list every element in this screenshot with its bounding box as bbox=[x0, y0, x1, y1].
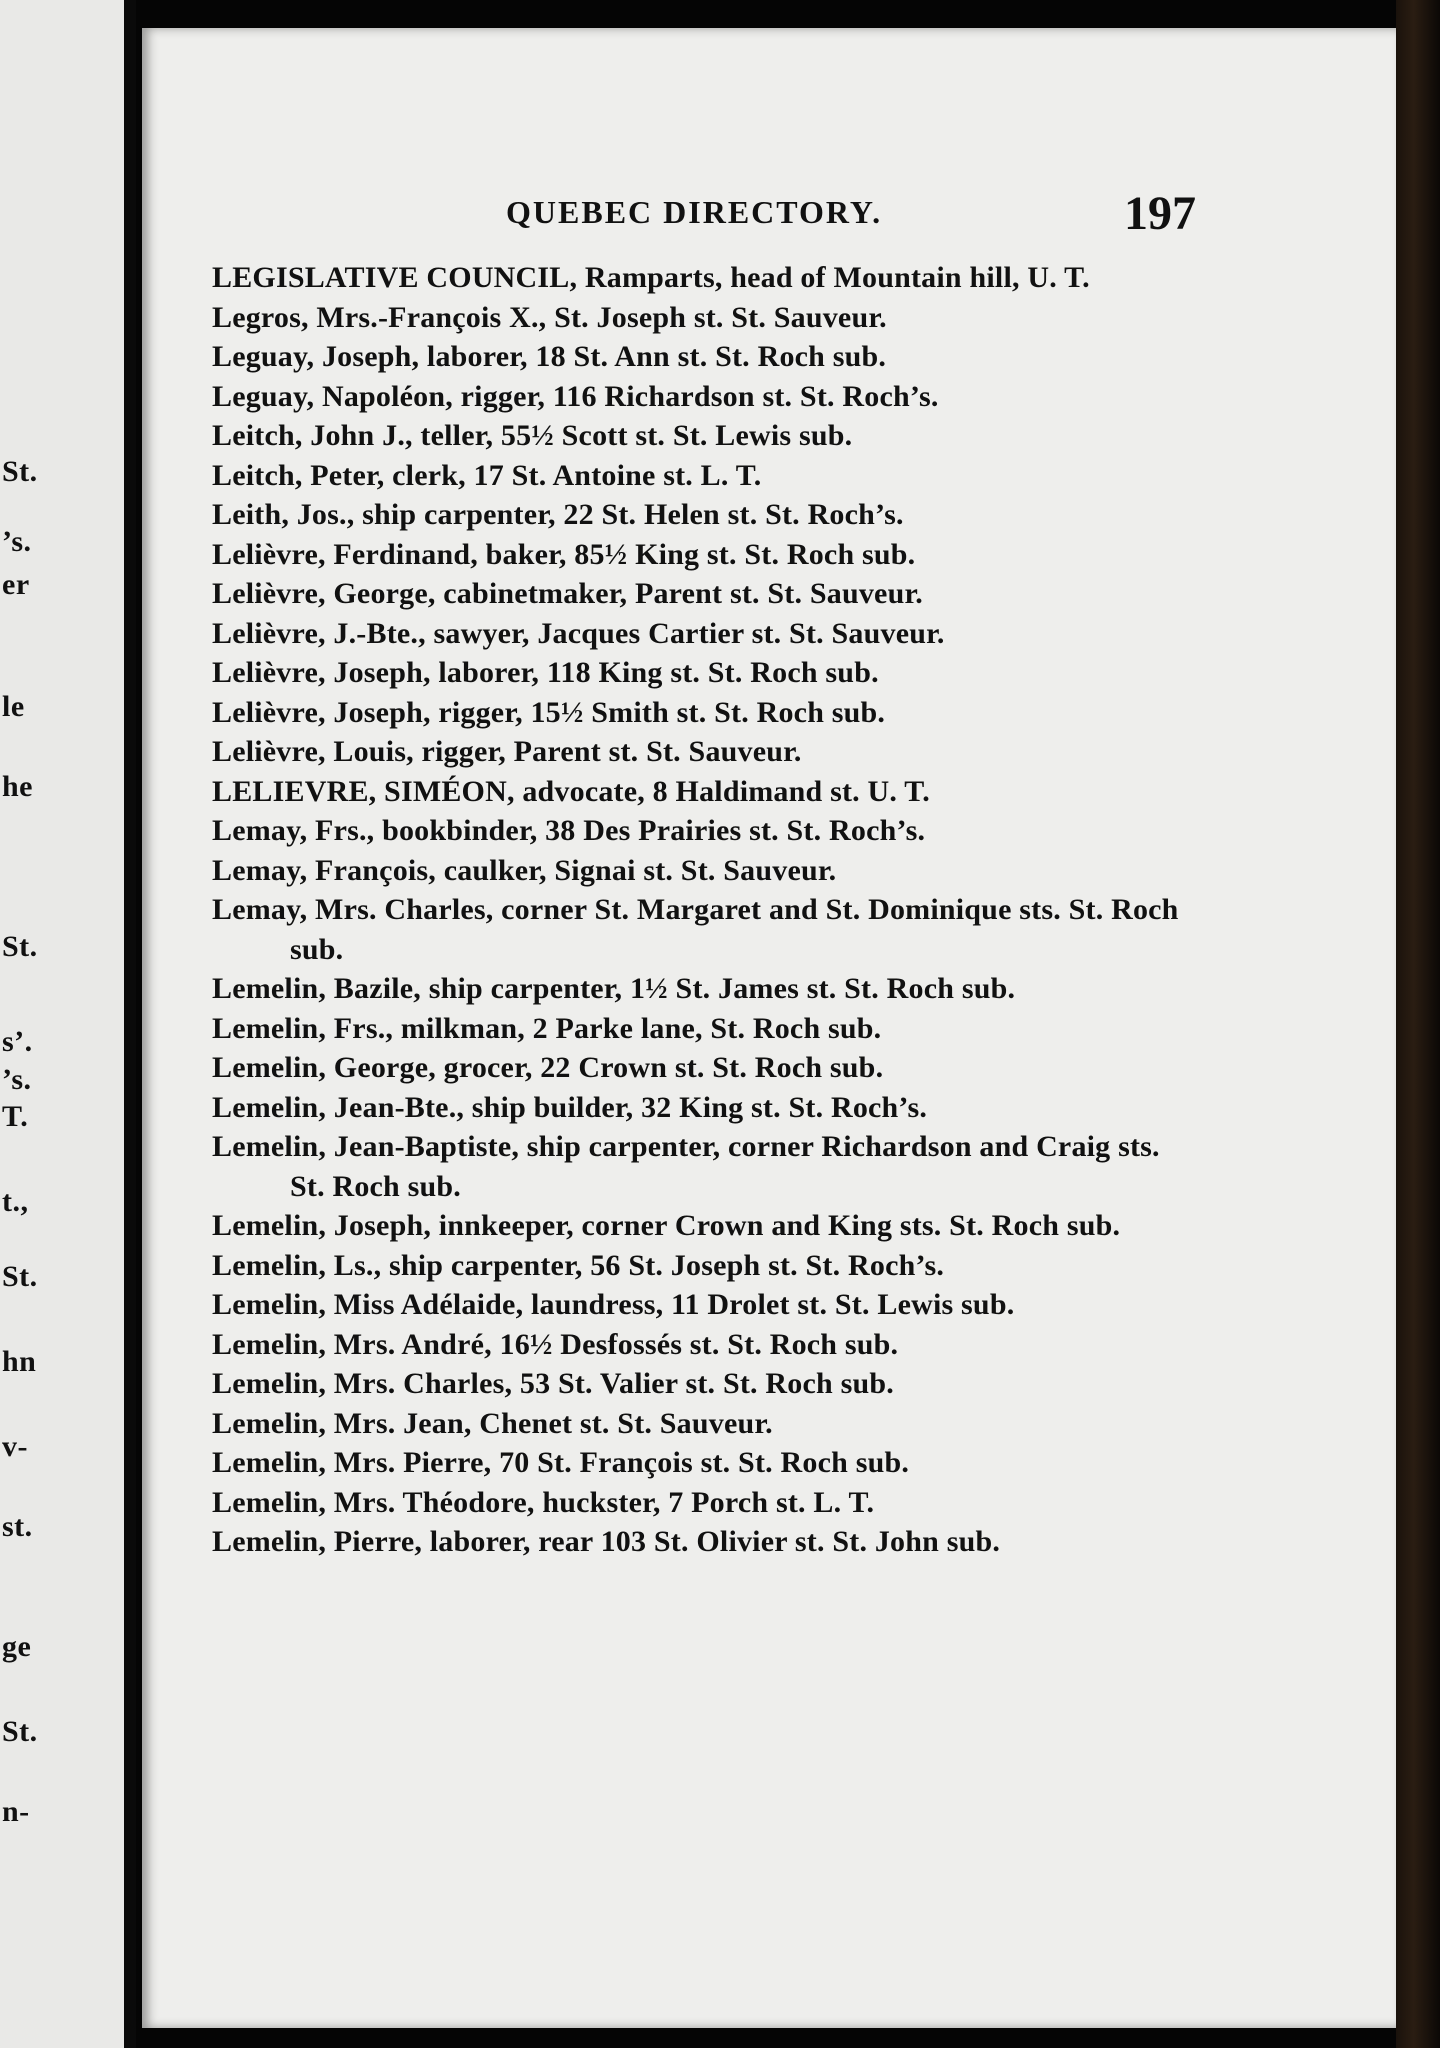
book-edge bbox=[1396, 0, 1440, 2048]
facing-page-fragment: St. bbox=[2, 1715, 38, 1748]
directory-entry: Legros, Mrs.-François X., St. Joseph st. St. Sauveur. bbox=[212, 300, 887, 334]
directory-entry: Leitch, John J., teller, 55½ Scott st. St. Lewis sub. bbox=[212, 419, 853, 452]
directory-entry: Lemelin, Mrs. Jean, Chenet st. St. Sauveur. bbox=[212, 1406, 773, 1440]
directory-entry: Lemelin, Jean-Baptiste, ship carpenter, corner Richardson and Craig sts. St. Roch sub. bbox=[212, 1130, 1160, 1203]
directory-entry: Lemelin, Mrs. Charles, 53 St. Valier st. St. Roch sub. bbox=[212, 1367, 894, 1400]
directory-entry: Lelièvre, Joseph, rigger, 15½ Smith st. St. Roch sub. bbox=[212, 695, 886, 729]
directory-entry: Lelièvre, Louis, rigger, Parent st. St. Sauveur. bbox=[212, 735, 802, 768]
directory-entry: Lemelin, Bazile, ship carpenter, 1½ St. James st. St. Roch sub. bbox=[212, 972, 1016, 1005]
facing-page-fragment: le bbox=[2, 690, 25, 723]
facing-page-fragment: St. bbox=[2, 930, 38, 963]
facing-page-fragment: t., bbox=[2, 1185, 29, 1218]
page-header bbox=[506, 187, 1196, 240]
facing-page-fragment: ’s. bbox=[2, 1063, 32, 1096]
directory-entry: Leguay, Joseph, laborer, 18 St. Ann st. St. Roch sub. bbox=[212, 340, 887, 373]
facing-page-fragment: ge bbox=[2, 1630, 32, 1663]
facing-page-strip bbox=[0, 0, 128, 2048]
facing-page-fragment: St. bbox=[2, 1260, 38, 1293]
running-head: QUEBEC DIRECTORY. bbox=[506, 194, 883, 230]
directory-entry: Lemelin, Frs., milkman, 2 Parke lane, St. Roch sub. bbox=[212, 1011, 882, 1045]
directory-entry: Lemelin, Mrs. André, 16½ Desfossés st. St. Roch sub. bbox=[212, 1327, 899, 1361]
directory-entry: LEGISLATIVE COUNCIL, Ramparts, head of Mountain hill, U. T. bbox=[212, 261, 1090, 294]
directory-entry: Leguay, Napoléon, rigger, 116 Richardson st. St. Roch’s. bbox=[212, 379, 939, 413]
directory-entry: Lemelin, Mrs. Pierre, 70 St. François st. St. Roch sub. bbox=[212, 1446, 910, 1479]
directory-entry: Lemay, Mrs. Charles, corner St. Margaret and St. Dominique sts. St. Roch sub. bbox=[212, 893, 1179, 966]
facing-page-fragment: v- bbox=[2, 1430, 28, 1463]
directory-entry: Lelièvre, J.-Bte., sawyer, Jacques Cartier st. St. Sauveur. bbox=[212, 616, 945, 650]
facing-page-fragment: hn bbox=[2, 1345, 37, 1378]
facing-page-fragment: he bbox=[2, 770, 33, 803]
page-gutter bbox=[124, 0, 136, 2048]
page-number: 197 bbox=[1124, 187, 1196, 240]
facing-page-fragment: T. bbox=[2, 1100, 29, 1133]
directory-entry: Lelièvre, Ferdinand, baker, 85½ King st. St. Roch sub. bbox=[212, 537, 916, 571]
directory-entry: Lelièvre, George, cabinetmaker, Parent st. St. Sauveur. bbox=[212, 577, 923, 610]
directory-entry: Lemelin, Joseph, innkeeper, corner Crown and King sts. St. Roch sub. bbox=[212, 1209, 1121, 1242]
directory-entry: Lemelin, Mrs. Théodore, huckster, 7 Porch st. L. T. bbox=[212, 1485, 875, 1519]
directory-entry: Lemelin, George, grocer, 22 Crown st. St. Roch sub. bbox=[212, 1051, 884, 1084]
facing-page-fragment: n- bbox=[2, 1795, 30, 1828]
directory-entry: Lemay, François, caulker, Signai st. St. Sauveur. bbox=[212, 853, 837, 887]
directory-entry: LELIEVRE, SIMÉON, advocate, 8 Haldimand st. U. T. bbox=[212, 774, 930, 808]
facing-page-fragment: s’. bbox=[2, 1025, 33, 1058]
facing-page-fragment: ’s. bbox=[2, 525, 32, 558]
directory-entry: Leitch, Peter, clerk, 17 St. Antoine st. L. T. bbox=[212, 458, 762, 492]
directory-entry: Lemay, Frs., bookbinder, 38 Des Prairies st. St. Roch’s. bbox=[212, 814, 926, 847]
directory-entry: Lelièvre, Joseph, laborer, 118 King st. St. Roch sub. bbox=[212, 656, 879, 689]
directory-entry: Lemelin, Miss Adélaide, laundress, 11 Drolet st. St. Lewis sub. bbox=[212, 1288, 1015, 1321]
directory-entry: Lemelin, Jean-Bte., ship builder, 32 King st. St. Roch’s. bbox=[212, 1090, 928, 1124]
directory-entry: Leith, Jos., ship carpenter, 22 St. Helen st. St. Roch’s. bbox=[212, 498, 904, 531]
facing-page-fragment: st. bbox=[2, 1510, 33, 1543]
directory-entry: Lemelin, Pierre, laborer, rear 103 St. Olivier st. St. John sub. bbox=[212, 1525, 1001, 1558]
facing-page-fragment: St. bbox=[2, 455, 38, 488]
directory-entries bbox=[212, 258, 1202, 1562]
directory-entry: Lemelin, Ls., ship carpenter, 56 St. Joseph st. St. Roch’s. bbox=[212, 1248, 945, 1282]
facing-page-fragment: er bbox=[2, 568, 30, 601]
